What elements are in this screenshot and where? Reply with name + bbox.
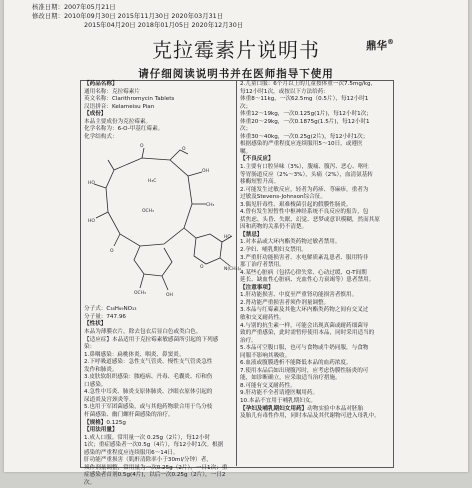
text-line: 感染的严重程度应连续服用6～14日。 [84, 449, 179, 456]
text-line: 2.下呼吸道感染：急性支气管炎、慢性支气管炎急性 [84, 359, 213, 366]
text-line: 1.对本品或大环内酯类药物过敏者禁用。 [240, 239, 341, 246]
text-line: 化学结构式： [84, 133, 118, 140]
text-line: 次； [240, 126, 252, 133]
section-heading: 【药品名称】 [84, 81, 118, 87]
text-line: 发作和肺炎。 [84, 366, 118, 373]
svg-text:HO: HO [224, 235, 231, 241]
text-line: 肝功能严重损害（肌酐清除率小于30ml/分钟）者， [84, 457, 212, 464]
svg-text:O: O [200, 265, 204, 271]
column-divider [236, 80, 237, 466]
text-line: 移酶短暂升高。 [240, 179, 280, 186]
text-line: 8.可能有交叉耐药性。 [240, 382, 296, 389]
svg-text:HO: HO [88, 219, 95, 225]
right-column [240, 81, 390, 421]
section-heading: 【不良反应】 [240, 156, 274, 163]
text-line: 体重30～40kg，一次0.25g(2片)，每12小时1次； [240, 133, 369, 140]
text-line: 汉语拼音：Kelameisu Pian [84, 103, 155, 110]
svg-text:OH: OH [166, 293, 173, 299]
svg-text:O: O [110, 249, 114, 255]
text-line: 染： [84, 344, 96, 351]
text-line: 4.急性中耳炎、肺炎支原体肺炎、沙眼衣原体引起的 [84, 389, 213, 396]
text-line: 敏和交叉耐药性。 [240, 314, 285, 321]
text-line: 致的严重感染，此时需暂停使用本品，同时采用适当的 [240, 330, 375, 337]
document-title: 克拉霉素片说明书 [152, 38, 320, 62]
text-line: 1.成人口服。常用量一次 0.25g（2片），每12小时 [84, 434, 211, 441]
text-line: 次。 [84, 479, 96, 486]
section-heading: 【孕妇及哺乳期妇女用药】 [240, 405, 308, 412]
registered-mark: ® [387, 38, 394, 46]
left-column-bottom-text [84, 306, 234, 487]
clarithromycin-structure-icon [84, 142, 242, 306]
text-line: 0.125g [106, 419, 126, 426]
text-line: 须作剂量调整，常用量为一次0.25g（2片），一日1次；重 [84, 464, 228, 471]
left-column [84, 81, 242, 488]
text-line: 尿道炎及宫颈炎等。 [84, 396, 135, 403]
svg-text:O: O [140, 144, 144, 150]
text-line: 10.本品不宜用于哺乳期妇女。 [240, 397, 317, 404]
text-line: 分子量：747.96 [84, 313, 126, 320]
svg-text:CH₃: CH₃ [206, 203, 215, 209]
text-line: 根据感染的严重程度应连续服用5～10日，或遵医 [240, 141, 363, 148]
text-line: 2.肾功能严重损害者须作剂量调整。 [240, 299, 330, 306]
text-line: 2.可能发生过敏反应，轻者为药疹、荨麻疹，重者为 [240, 186, 369, 193]
text-line: 3.偶见肝毒性、艰难梭菌引起的假膜性肠炎。 [240, 201, 352, 208]
svg-text:OCH₃: OCH₃ [134, 291, 146, 297]
text-line: 5.也用于军团菌感染，或与其他药物联合用于鸟分枝 [84, 404, 213, 411]
text-line: 1次；重症感染者一次0.5g（4片），每12小时1次。根据 [84, 442, 224, 449]
section-heading: 【规格】 [84, 419, 107, 426]
text-line: 通用名称：克拉霉素片 [84, 88, 140, 95]
svg-text:N(CH₃)₂: N(CH₃)₂ [224, 267, 242, 273]
chemical-structure-diagram [84, 142, 242, 306]
text-line: 5.本品可空腹口服，也可与食物或牛奶同服，与食物 [240, 345, 369, 352]
text-line: 3.皮肤软组织感染：脓疱病、丹毒、毛囊炎、疖和伤 [84, 374, 213, 381]
left-column-top-text [84, 81, 234, 141]
text-line: 4.曾有发生短暂性中枢神经系统不良反应的报告，包 [240, 209, 369, 216]
text-line: 杆菌感染、幽门螺杆菌感染的治疗。 [84, 412, 174, 419]
svg-text:O: O [182, 147, 186, 153]
text-line: 本品主要成份为克拉霉素。 [84, 118, 152, 125]
text-line: 等胃肠道反应（2%～3%），头痛（2%），血清氨基转 [240, 171, 373, 178]
brand-logo [366, 38, 394, 53]
text-line: 9.肝功能不全者请遵医嘱用药。 [240, 390, 319, 397]
text-line: 体重12～19kg，一次0.125g(1片)，每12小时1次； [240, 111, 372, 118]
text-line: 过敏及Stevens-Johnson综合征。 [240, 194, 326, 201]
section-heading: 【用法用量】 [84, 427, 118, 434]
section-heading: 【禁忌】 [240, 231, 263, 238]
svg-text:HO: HO [88, 181, 95, 187]
text-line: 4.与别的抗生素一样，可能会出现真菌或耐药细菌导 [240, 322, 369, 329]
text-line: 延长、缺血性心脏病、充血性心力衰竭等）患者禁用。 [240, 277, 375, 284]
brand-name: 鼎华 [366, 40, 387, 52]
text-line: 本品为薄膜衣片，除去包衣后显白色或类白色。 [84, 329, 202, 336]
text-line: 6.血液或腹膜透析不能降低本品的血药浓度。 [240, 360, 352, 367]
text-line [84, 420, 234, 428]
text-line: 嘱。 [240, 148, 252, 155]
text-line: 次； [240, 103, 252, 110]
revision-date-line: 2015年04月20日 2018年01月05日 2020年12月30日 [84, 21, 244, 30]
text-line: 因和药物的关系仍不清楚。 [240, 224, 308, 231]
approval-dates [32, 3, 243, 31]
text-line: 同服不影响其吸收。 [240, 352, 291, 359]
text-line: 1.主要有口腔异味（3%），腹痛、腹泻、恶心、呕吐 [240, 164, 369, 171]
text-line: 症感染者首剂0.5g(4片)，以后一次0.25g（2片），一日2 [84, 472, 226, 479]
revision-date-line: 修改日期：2010年09月30日 2015年11月30日 2020年03月31日 [32, 12, 224, 21]
text-line: 1.鼻咽感染：扁桃体炎、咽炎、鼻窦炎。 [84, 351, 185, 358]
text-line: 7.使用本品后如出现腹泻时，应考虑伪膜性肠炎的可 [240, 367, 369, 374]
text-line: 体重8～11kg，一次62.5mg（0.5片），每12小时1 [240, 96, 369, 103]
instruction-notice: 请仔细阅读说明书并在医师指导下使用 [138, 68, 334, 80]
text-line: 体重20～29kg，一次0.1875g(1.5片)，每12小时1 [240, 118, 370, 125]
section-heading: 【性状】 [84, 321, 107, 328]
text-line: 分子式：C₃₈H₆₉NO₁₃ [84, 306, 137, 313]
text-line: 3.严重肝功能损害者、水电解质紊乱患者、服用特非 [240, 254, 369, 261]
text-line: 治疗。 [240, 337, 257, 344]
text-line: 化学名称为：6-O-甲基红霉素。 [84, 126, 164, 133]
text-line: 能，如诊断确立，应采取适当治疗措施。 [240, 375, 341, 382]
text-line: 每12小时1次，或按以下方法给药： [240, 88, 329, 95]
text-line: 那丁治疗者禁用。 [240, 262, 285, 269]
approval-date-line: 核准日期：2007年05月21日 [32, 3, 116, 11]
text-line: 3.本品与红霉素及其他大环内酯类药物之间有交叉过 [240, 307, 369, 314]
text-line: 【适应症】本品适用于克拉霉素敏感菌所引起的下列感 [84, 336, 219, 343]
text-line: 动物实验中本品对胚胎 [307, 405, 364, 412]
text-line: 括焦虑、头昏、失眠、幻觉、恶梦或意识模糊，然而其原 [240, 216, 380, 223]
text-line: 2.孕妇、哺乳期妇女禁用。 [240, 247, 307, 254]
text-line: 1.肝功能损害、中度至严重肾功能损害者慎用。 [240, 292, 358, 299]
text-line: 4.某些心脏病（包括心律失常、心动过缓、Q-T间期 [240, 269, 367, 276]
svg-text:OH: OH [202, 169, 209, 175]
text-line: 2.儿童口服：6个月以上的儿童按体重一次7.5mg/kg， [240, 81, 377, 87]
section-heading: 【成份】 [84, 111, 107, 118]
text-line: 及胎儿有毒性作用，同时本品及其代谢物可进入母乳中。 [240, 413, 380, 420]
section-heading: 【注意事项】 [240, 284, 274, 291]
svg-text:H₃C: H₃C [148, 179, 157, 185]
text-line: 口感染。 [84, 381, 107, 388]
text-line [240, 406, 390, 414]
svg-text:OCH₃: OCH₃ [142, 209, 154, 215]
text-line: 英文名称：Clarithromycin Tablets [84, 96, 175, 103]
right-column-text [240, 81, 390, 421]
